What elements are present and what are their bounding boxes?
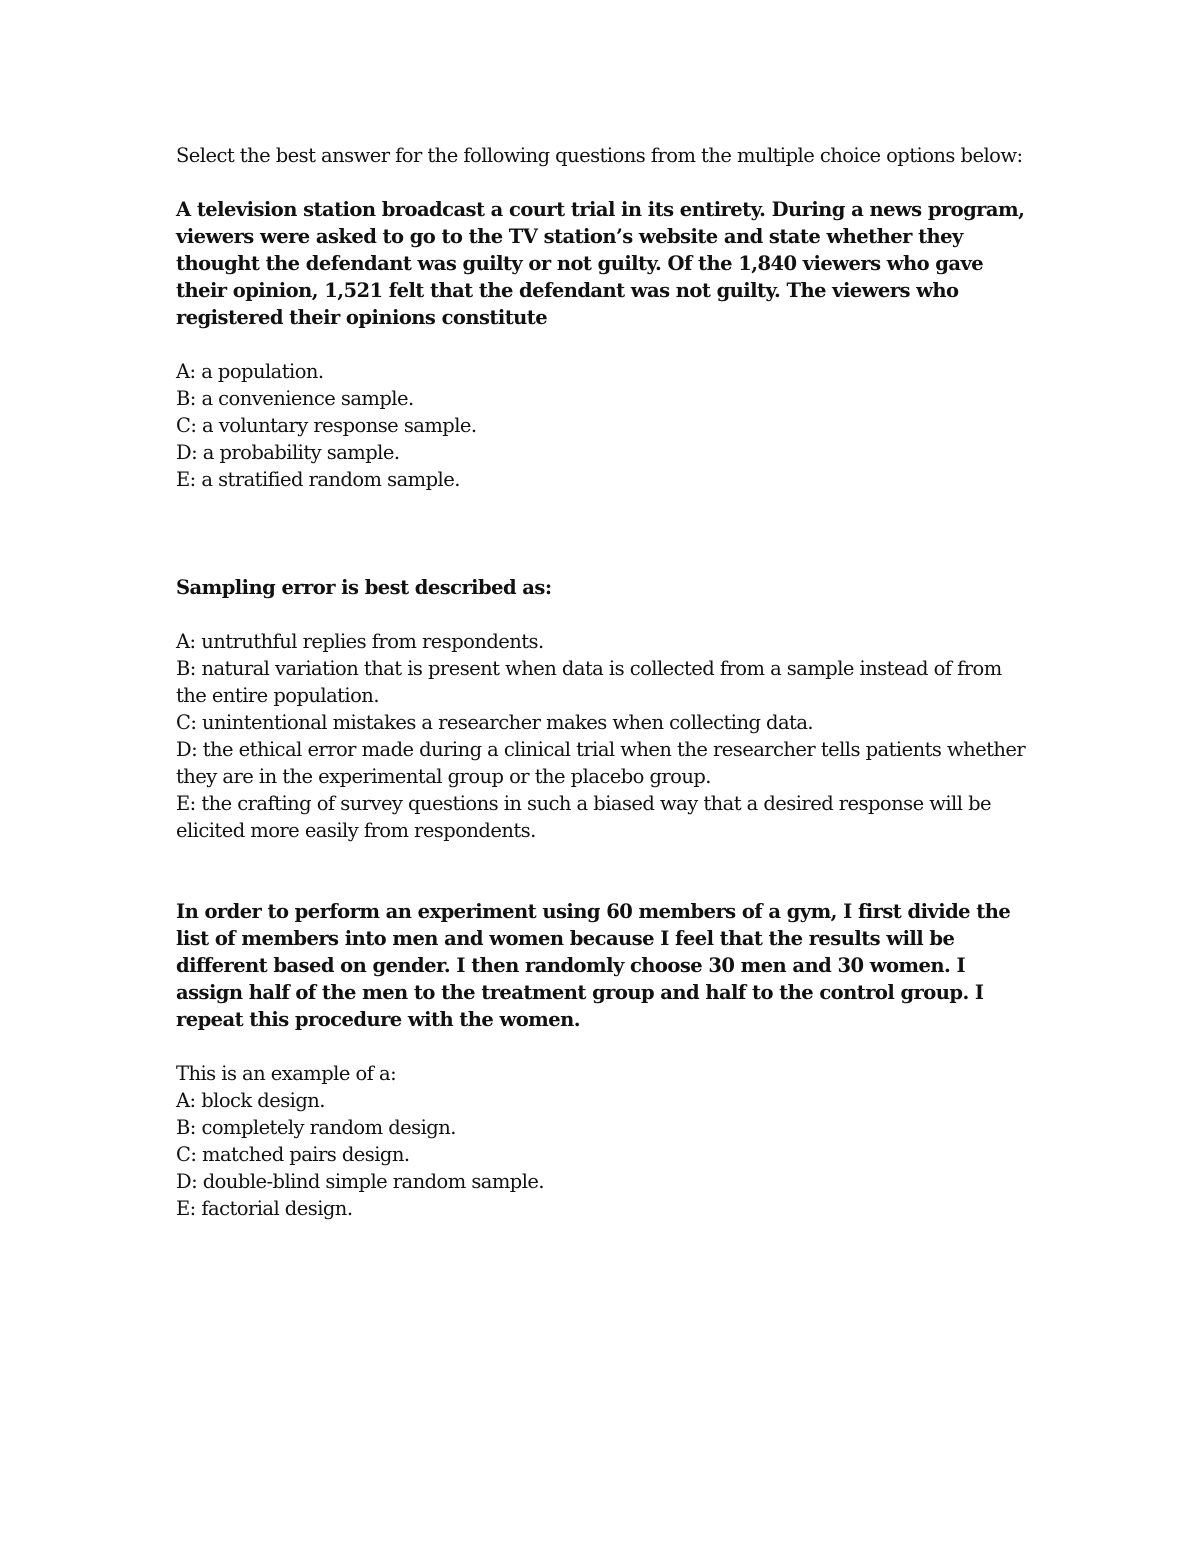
option-a: A: a population. — [176, 360, 324, 383]
option-e: E: the crafting of survey questions in such a biased way that a desired response will be elicited more easily from respondents. — [176, 792, 991, 842]
document-page — [176, 142, 1036, 1222]
option-a: A: block design. — [176, 1089, 325, 1112]
question-2 — [176, 574, 1036, 844]
question-1-options — [176, 358, 1036, 493]
option-b: B: completely random design. — [176, 1116, 456, 1139]
instructions: Select the best answer for the following questions from the multiple choice options below: — [176, 144, 1023, 167]
question-3-stem: In order to perform an experiment using 60 members of a gym, I first divide the list of members into men and women because I feel that the results will be different based on gender. I then randomly choose 30 men and 30 women. I assign half of the men to the treatment group and half to the control group. I repeat this procedure with the women. — [176, 900, 1011, 1031]
option-c: C: unintentional mistakes a researcher makes when collecting data. — [176, 711, 814, 734]
option-d: D: a probability sample. — [176, 441, 400, 464]
question-3-options — [176, 1087, 1036, 1222]
option-b: B: a convenience sample. — [176, 387, 414, 410]
option-e: E: a stratified random sample. — [176, 468, 460, 491]
question-3-lead: This is an example of a: — [176, 1062, 397, 1085]
option-d: D: double-blind simple random sample. — [176, 1170, 545, 1193]
option-b: B: natural variation that is present when data is collected from a sample instead of from the entire population. — [176, 657, 1002, 707]
question-2-options — [176, 628, 1036, 844]
option-a: A: untruthful replies from respondents. — [176, 630, 544, 653]
question-2-stem: Sampling error is best described as: — [176, 576, 552, 599]
question-1-stem: A television station broadcast a court trial in its entirety. During a news program, viewers were asked to go to the TV station’s website and state whether they thought the defendant was guilty or not guilty. Of the 1,840 viewers who gave their opinion, 1,521 felt that the defendant was not guilty. The viewers who registered their opinions constitute — [176, 198, 1025, 329]
question-1 — [176, 196, 1036, 493]
question-3 — [176, 898, 1036, 1222]
spacer — [176, 493, 1036, 574]
option-c: C: matched pairs design. — [176, 1143, 410, 1166]
spacer — [176, 844, 1036, 898]
option-c: C: a voluntary response sample. — [176, 414, 477, 437]
option-d: D: the ethical error made during a clinical trial when the researcher tells patients whether they are in the experimental group or the placebo group. — [176, 738, 1026, 788]
option-e: E: factorial design. — [176, 1197, 353, 1220]
